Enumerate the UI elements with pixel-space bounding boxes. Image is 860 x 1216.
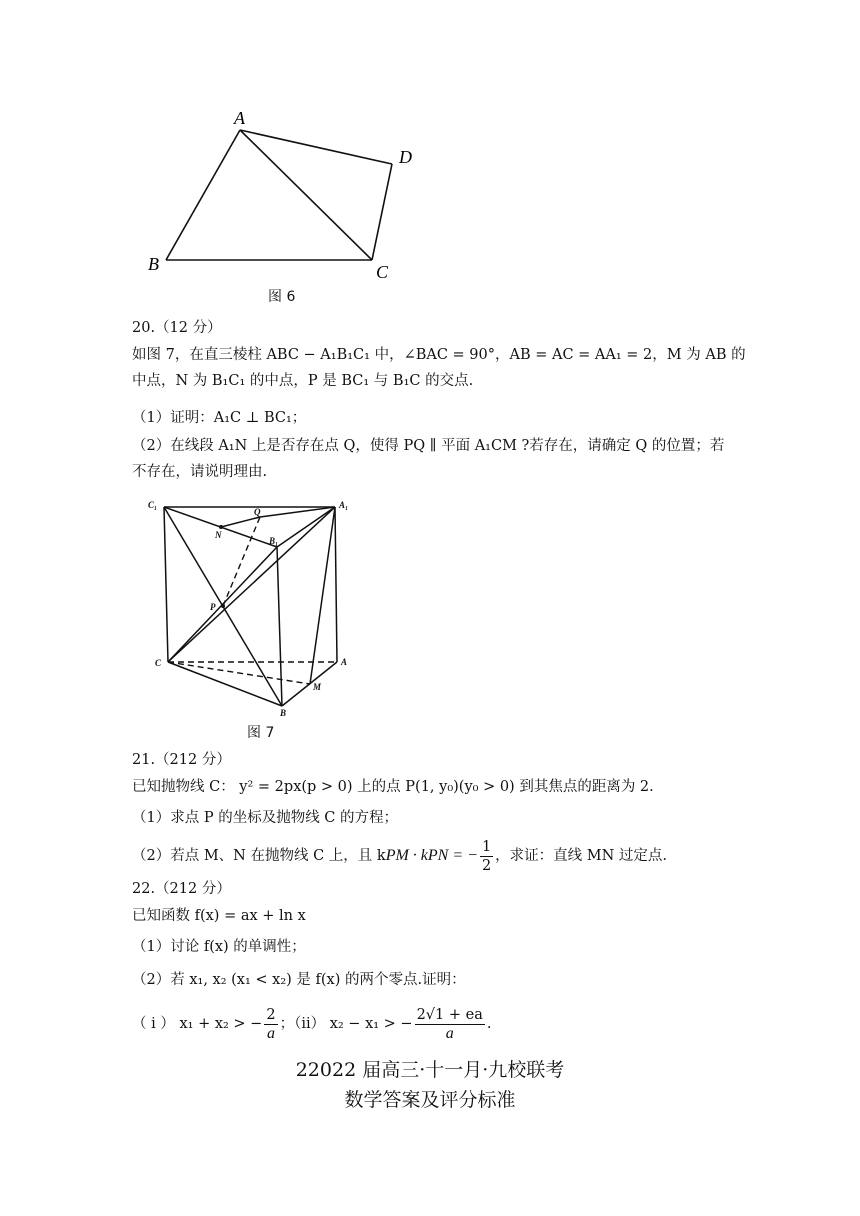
q22-sub-ii-prefix: ；（ii） x₂ − x₁ > −: [279, 1016, 413, 1032]
edge-B1-B: [277, 547, 282, 706]
q22-sub-ii-suffix: .: [486, 1016, 492, 1032]
q21-part2: [132, 836, 667, 878]
vertex-label-A: A: [234, 108, 245, 128]
vertex-label-C: C: [376, 262, 389, 282]
dashed-C-M: [168, 662, 310, 684]
edge-N-Q: [221, 517, 260, 527]
q22-stem: 已知函数 f(x) = ax + ln x: [132, 908, 306, 924]
q21-part2-fraction: [480, 838, 493, 875]
answer-key-title-line2: 数学答案及评分标准: [344, 1089, 516, 1111]
edge-A1-C: [168, 507, 335, 662]
vertex-label-P: P: [210, 602, 216, 612]
vertex-label-B: B: [280, 708, 287, 717]
q21-part2-suffix: ，求证：直线 MN 过定点.: [495, 848, 668, 864]
edge-AB: [166, 130, 240, 260]
q21-number: 21.（212 分）: [132, 752, 231, 768]
vertex-label-A1: A₁: [339, 500, 349, 510]
vertex-label-C1: C₁: [148, 500, 158, 510]
q21-stem: 已知抛物线 C： y² = 2px(p > 0) 上的点 P(1, y₀)(y₀ > 0) 到其焦点的距离为 2.: [132, 779, 654, 795]
q21-part2-slope-expr: PM · kPN = −: [385, 847, 478, 864]
edge-C1-C: [164, 507, 168, 662]
q20-number: 20.（12 分）: [132, 320, 222, 336]
q20-stem-line1: 如图 7，在直三棱柱 ABC − A₁B₁C₁ 中，∠BAC = 90°，AB = AC = AA₁ = 2，M 为 AB 的: [132, 347, 746, 363]
q22-part2: （2）若 x₁, x₂ (x₁ < x₂) 是 f(x) 的两个零点.证明：: [132, 972, 466, 988]
q22-sub-ii-numerator: 2√1 + ea: [416, 1006, 483, 1023]
q22-sub-ii-denominator: a: [445, 1024, 454, 1042]
edge-A1-M: [310, 507, 335, 684]
figure-7-caption: 图 7: [247, 725, 275, 741]
q20-part1: （1）证明：A₁C ⊥ BC₁；: [132, 410, 307, 426]
edge-AC: [240, 130, 372, 260]
q21-fraction-denominator: 2: [481, 857, 492, 874]
point-N-dot: [219, 525, 223, 529]
vertex-label-B: B: [148, 254, 159, 274]
q21-fraction-numerator: 1: [481, 838, 492, 855]
figure-6-caption: 图 6: [268, 289, 296, 305]
edge-AD: [240, 130, 392, 164]
q22-part1: （1）讨论 f(x) 的单调性；: [132, 939, 306, 955]
q21-part2-prefix: （2）若点 M、N 在抛物线 C 上，且 k: [132, 848, 386, 864]
q22-subparts: [132, 1004, 491, 1048]
vertex-label-N: N: [215, 530, 222, 540]
q20-part2-line1: （2）在线段 A₁N 上是否存在点 Q，使得 PQ ∥ 平面 A₁CM ?若存在，请确定 Q 的位置；若: [132, 438, 725, 454]
q22-sub-i-fraction: [264, 1006, 277, 1043]
vertex-label-Q: Q: [254, 507, 261, 517]
point-P-dot: [221, 604, 225, 608]
q22-number: 22.（212 分）: [132, 881, 231, 897]
edge-C-B: [168, 662, 282, 706]
vertex-label-M: M: [313, 682, 322, 692]
vertex-label-C: C: [155, 658, 162, 668]
q22-sub-ii-fraction: [415, 1006, 485, 1043]
answer-key-title-line1: 22022 届高三·十一月·九校联考: [295, 1059, 565, 1081]
q20-stem-line2: 中点，N 为 B₁C₁ 的中点，P 是 BC₁ 与 B₁C 的交点.: [132, 373, 474, 389]
edge-A1-A: [335, 507, 337, 662]
vertex-label-A: A: [341, 657, 348, 667]
vertex-label-D: D: [399, 147, 412, 167]
q22-sub-i-prefix: （ i ） x₁ + x₂ > −: [132, 1016, 263, 1032]
vertex-label-B1: B₁: [269, 536, 279, 546]
q22-sub-i-numerator: 2: [266, 1006, 276, 1023]
q20-part2-line2: 不存在，请说明理由.: [132, 464, 268, 480]
q21-part1: （1）求点 P 的坐标及抛物线 C 的方程；: [132, 810, 399, 826]
edge-DC: [372, 164, 392, 260]
figure-7-diagram: [145, 495, 365, 717]
figure-6-diagram: [130, 100, 430, 310]
q22-sub-i-denominator: a: [266, 1024, 275, 1042]
